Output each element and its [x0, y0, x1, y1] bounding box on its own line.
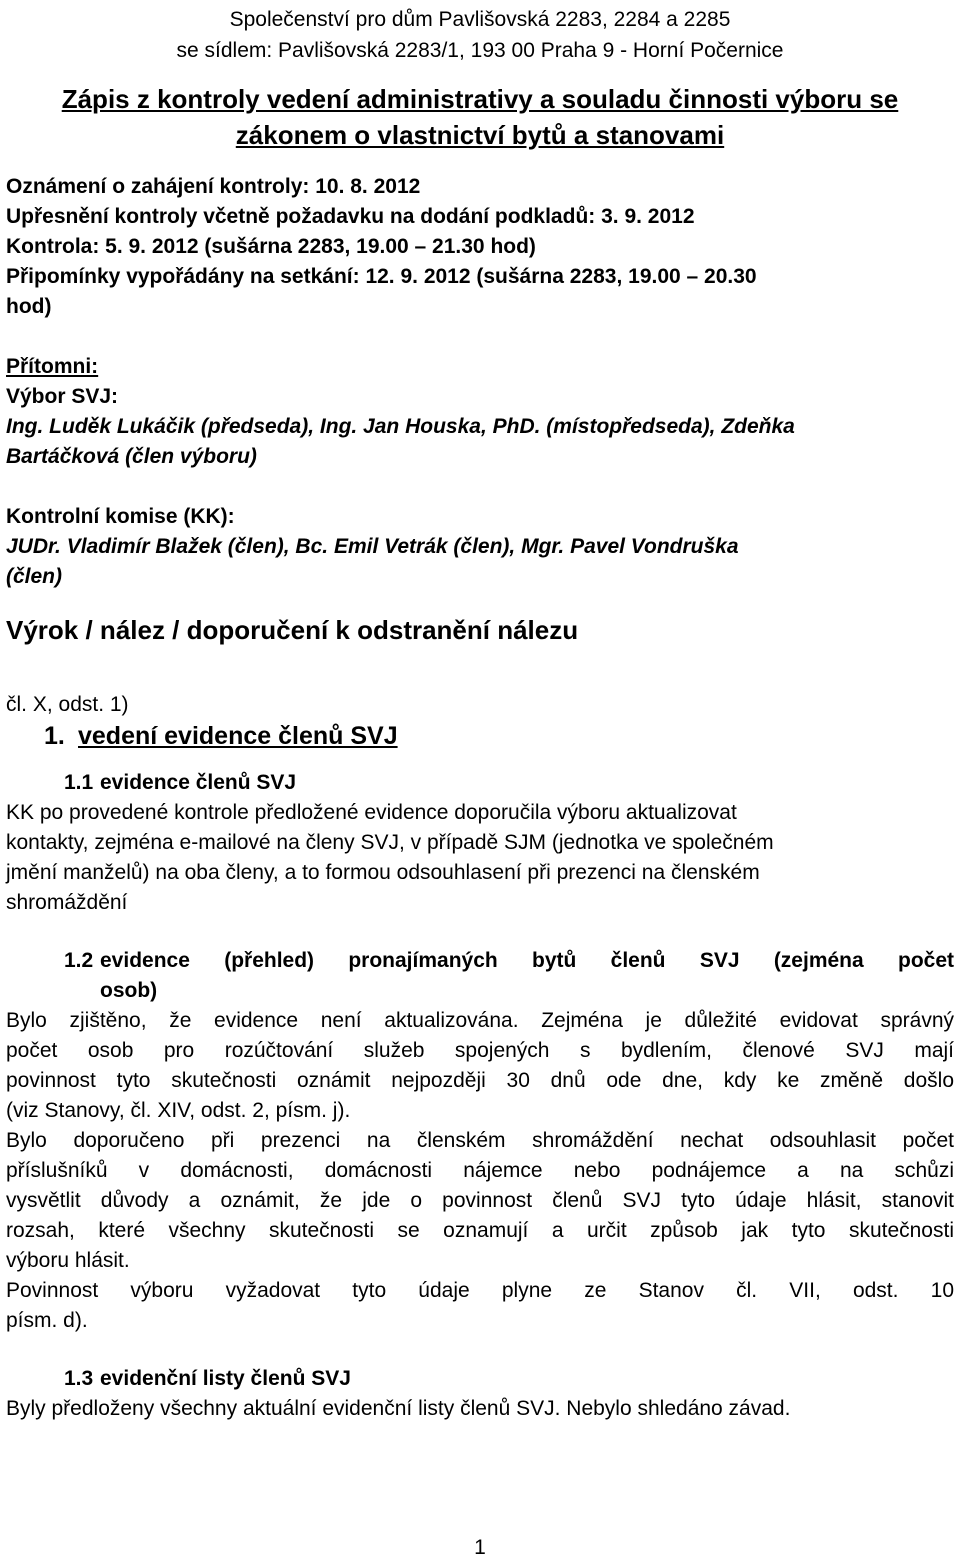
text-line: povinnost tyto skutečnosti oznámit nejpozději 30 dnů ode dne, kdy ke změně došlo	[6, 1069, 954, 1092]
subsection-1-1-text	[0, 798, 954, 918]
text-line: příslušníků v domácnosti, domácnosti nájemce nebo podnájemce a na schůzi	[6, 1159, 954, 1182]
control-date: Kontrola: 5. 9. 2012 (sušárna 2283, 19.00 – 21.30 hod)	[6, 235, 536, 258]
text-line: KK po provedené kontrole předložené evidence doporučila výboru aktualizovat	[6, 801, 737, 824]
title-line-2: zákonem o vlastnictví bytů a stanovami	[235, 120, 725, 150]
commission-label: Kontrolní komise (KK):	[6, 505, 235, 528]
page-number: 1	[474, 1536, 486, 1559]
board-label: Výbor SVJ:	[6, 385, 119, 408]
subsection-1-2-title-line-2: osob)	[100, 979, 158, 1002]
text-line: jmění manželů) na oba členy, a to formou odsouhlasení při prezenci na členském	[6, 861, 760, 884]
article-reference: čl. X, odst. 1)	[6, 693, 129, 716]
subsection-1-3-number: 1.3	[64, 1367, 94, 1390]
subsection-1-2-title-line-1: evidence (přehled) pronajímaných bytů členů SVJ (zejména počet	[100, 949, 954, 972]
attendees-heading: Přítomni:	[6, 355, 99, 378]
subsection-1-3-heading	[0, 1364, 960, 1394]
text-line: Bylo zjištěno, že evidence není aktualizována. Zejména je důležité evidovat správný	[6, 1009, 954, 1032]
announcement-date: Oznámení o zahájení kontroly: 10. 8. 2012	[6, 175, 421, 198]
commission-members-line-1: JUDr. Vladimír Blažek (člen), Bc. Emil Vetrák (člen), Mgr. Pavel Vondruška	[6, 535, 739, 558]
subsection-1-2-paragraph-2	[0, 1126, 954, 1276]
text-line: Bylo doporučeno při prezenci na členském shromáždění nechat odsouhlasit počet	[6, 1129, 954, 1152]
commission-members-line-2: (člen)	[6, 565, 63, 588]
subsection-1-3-title: evidenční listy členů SVJ	[100, 1367, 351, 1390]
subsection-1-2-paragraph-3	[0, 1276, 954, 1336]
header-line-2: se sídlem: Pavlišovská 2283/1, 193 00 Praha 9 - Horní Počernice	[176, 39, 784, 62]
text-line: Povinnost výboru vyžadovat tyto údaje plyne ze Stanov čl. VII, odst. 10	[6, 1279, 954, 1302]
subsection-1-1-number: 1.1	[64, 771, 94, 794]
text-line: výboru hlásit.	[6, 1249, 130, 1272]
subsection-1-1-title: evidence členů SVJ	[100, 771, 297, 794]
comments-date-line-1: Připomínky vypořádány na setkání: 12. 9. 2012 (sušárna 2283, 19.00 – 20.30	[6, 265, 757, 288]
document-title	[0, 81, 960, 153]
subsection-1-1-heading	[0, 768, 960, 798]
text-line: písm. d).	[6, 1309, 88, 1332]
dates-block	[0, 172, 960, 322]
section-1-title: vedení evidence členů SVJ	[78, 722, 398, 750]
subsection-1-3-text: Byly předloženy všechny aktuální evidenční listy členů SVJ. Nebylo shledáno závad.	[6, 1397, 791, 1420]
board-members-line-1: Ing. Luděk Lukáčik (předseda), Ing. Jan Houska, PhD. (místopředseda), Zdeňka	[6, 415, 795, 438]
subsection-1-2-number: 1.2	[64, 949, 94, 972]
subsection-1-2-heading	[0, 946, 960, 1006]
text-line: počet osob pro rozúčtování služeb spojených s bydlením, členové SVJ mají	[6, 1039, 954, 1062]
specification-date: Upřesnění kontroly včetně požadavku na dodání podkladů: 3. 9. 2012	[6, 205, 695, 228]
findings-heading: Výrok / nález / doporučení k odstranění nálezu	[6, 615, 579, 645]
section-1-number: 1.	[44, 722, 65, 750]
section-1-heading	[0, 720, 960, 754]
title-line-1: Zápis z kontroly vedení administrativy a souladu činnosti výboru se	[61, 84, 899, 114]
text-line: kontakty, zejména e-mailové na členy SVJ, v případě SJM (jednotka ve společném	[6, 831, 774, 854]
text-line: (viz Stanovy, čl. XIV, odst. 2, písm. j).	[6, 1099, 351, 1122]
comments-date-line-2: hod)	[6, 295, 52, 318]
subsection-1-2-paragraph-1	[0, 1006, 954, 1126]
text-line: vysvětlit důvody a oznámit, že jde o povinnost členů SVJ tyto údaje hlásit, stanovit	[6, 1189, 954, 1212]
board-members-line-2: Bartáčková (člen výboru)	[6, 445, 257, 468]
text-line: shromáždění	[6, 891, 128, 914]
header-line-1: Společenství pro dům Pavlišovská 2283, 2284 a 2285	[229, 8, 731, 31]
text-line: rozsah, které všechny skutečnosti se oznamují a určit způsob jak tyto skutečnosti	[6, 1219, 954, 1242]
